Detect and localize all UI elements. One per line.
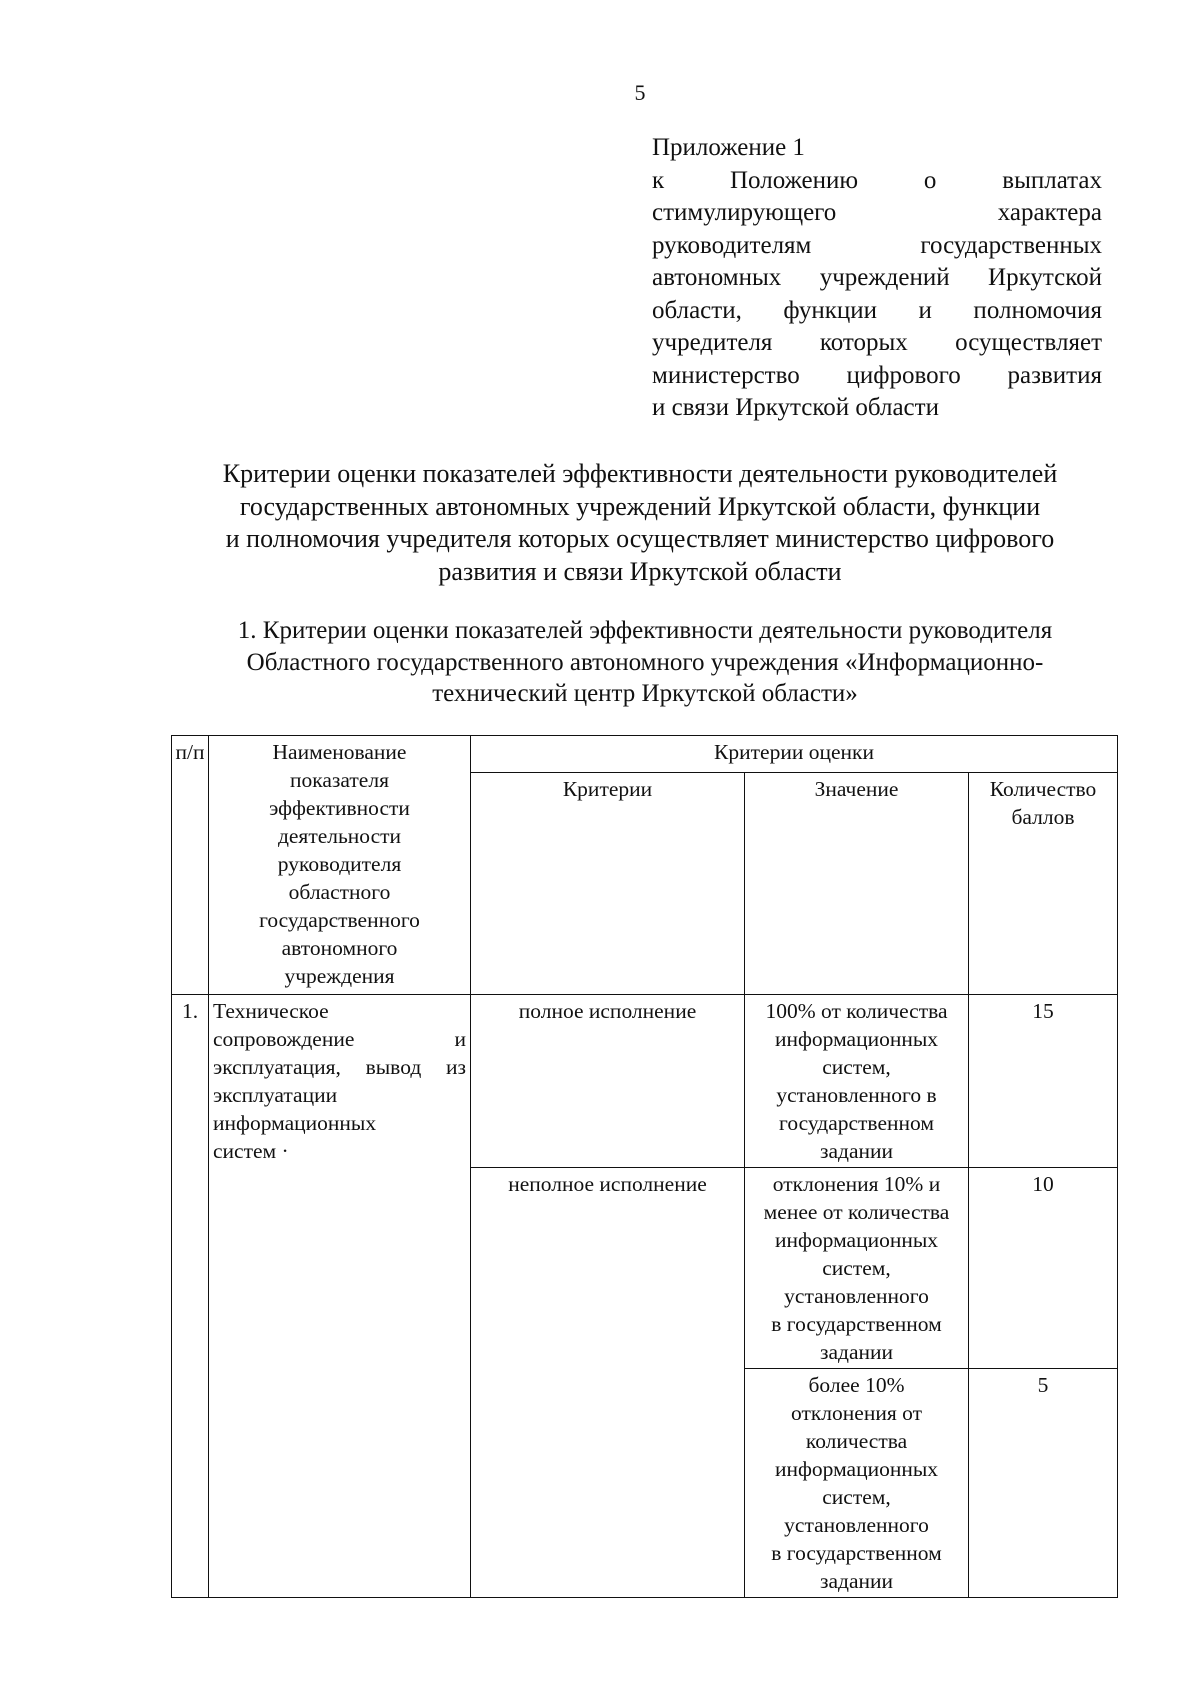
title-line: государственных автономных учреждений Иркутской области, функции <box>239 491 1041 521</box>
title-line: и полномочия учредителя которых осуществляет министерство цифрового <box>225 524 1055 553</box>
header-criteria-cell: Критерии <box>471 773 745 995</box>
section-title-line: 1. Критерии оценки показателей эффективности деятельности руководителя <box>237 617 1053 644</box>
appendix-line: области, функции и полномочия <box>652 296 1102 324</box>
appendix-line: министерство цифрового развития <box>652 361 1102 389</box>
header-name-cell: Наименование показателя эффективности деятельности руководителя областного государственного автономного учреждения <box>209 736 471 995</box>
full-points-cell: 15 <box>969 995 1118 1168</box>
title-line: развития и связи Иркутской области <box>438 556 842 586</box>
header-value-cell: Значение <box>745 773 969 995</box>
partial-b-points-cell: 5 <box>969 1369 1118 1598</box>
partial-a-value-cell: отклонения 10% и менее от количества информационных систем, установленного в государственном задании <box>745 1168 969 1369</box>
appendix-line: Приложение 1 <box>652 134 805 161</box>
header-points-cell: Количество баллов <box>969 773 1118 995</box>
header-num-cell: п/п <box>172 736 209 995</box>
partial-criteria-cell: неполное исполнение <box>471 1168 745 1598</box>
row-name-cell: Техническое сопровождение и эксплуатация, вывод из эксплуатации информационных систем · <box>209 995 471 1598</box>
appendix-line: стимулирующего характера <box>652 199 1102 226</box>
document-title <box>150 458 1130 588</box>
section-title <box>150 615 1140 710</box>
criteria-table <box>171 735 1118 1598</box>
full-criteria-cell: полное исполнение <box>471 995 745 1168</box>
appendix-line: автономных учреждений Иркутской <box>652 264 1102 291</box>
section-title-line: Областного государственного автономного учреждения «Информационно- <box>246 648 1044 676</box>
page-number: 5 <box>634 80 646 105</box>
row-num-cell: 1. <box>172 995 209 1598</box>
partial-a-points-cell: 10 <box>969 1168 1118 1369</box>
appendix-line: учредителя которых осуществляет <box>652 329 1102 356</box>
title-line: Критерии оценки показателей эффективности деятельности руководителей <box>222 459 1058 488</box>
appendix-block <box>652 132 1102 425</box>
appendix-line: к Положению о выплатах <box>652 166 1102 194</box>
appendix-line: и связи Иркутской области <box>652 394 939 421</box>
table-row <box>172 995 1118 1168</box>
table-header-row <box>172 736 1118 773</box>
header-group-cell: Критерии оценки <box>471 736 1118 773</box>
section-title-line: технический центр Иркутской области» <box>432 680 858 707</box>
partial-b-value-cell: более 10% отклонения от количества информационных систем, установленного в государственном задании <box>745 1369 969 1598</box>
appendix-line: руководителям государственных <box>652 231 1102 259</box>
full-value-cell: 100% от количества информационных систем, установленного в государственном задании <box>745 995 969 1168</box>
